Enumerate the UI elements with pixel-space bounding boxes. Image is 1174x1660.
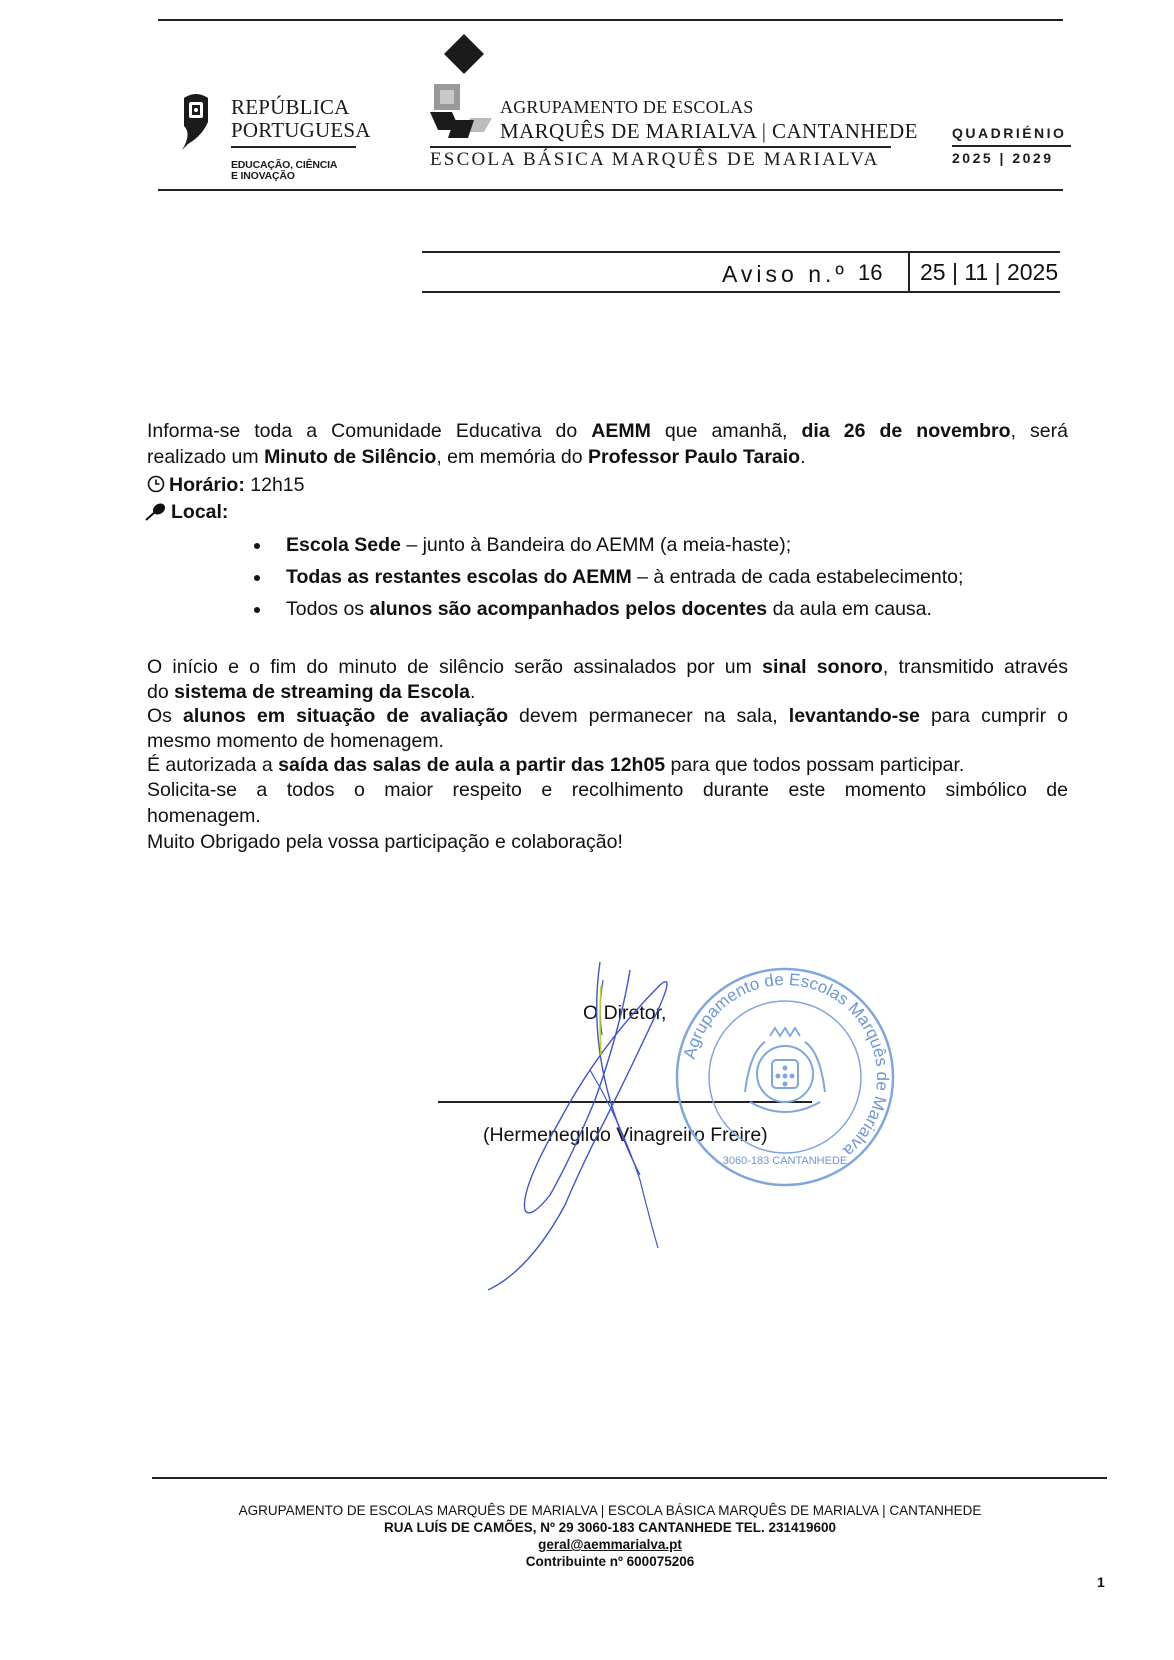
text-span-bold: Professor Paulo Taraio <box>588 446 801 468</box>
text-span: para que todos possam participar. <box>665 754 965 776</box>
school-group-line-2: MARQUÊS DE MARIALVA | CANTANHEDE <box>500 119 918 143</box>
text-span: para cumprir o <box>919 705 1068 727</box>
text-span-bold: dia 26 de novembro <box>801 420 1011 442</box>
notice-divider <box>908 253 910 292</box>
text-span: da aula em causa. <box>767 598 932 620</box>
notice-label: Aviso n.º <box>722 261 848 287</box>
paragraph-3-line-2: mesmo momento de homenagem. <box>147 730 444 752</box>
stamp-ring-text: Agrupamento de Escolas Marquês de Marialva <box>679 969 893 1161</box>
text-span: . <box>470 681 476 703</box>
clock-icon <box>147 475 165 493</box>
header-top-rule <box>158 19 1063 21</box>
notice-top-rule <box>422 251 1060 253</box>
intro-paragraph-line-2 <box>147 444 806 470</box>
text-span-bold: AEMM <box>591 420 651 442</box>
list-item <box>248 529 963 561</box>
school-group-logo-icon <box>430 34 500 140</box>
notice-number: 16 <box>858 260 883 285</box>
paragraph-5-line-2: homenagem. <box>147 805 261 827</box>
republic-rule <box>231 146 356 148</box>
page-number: 1 <box>1097 1574 1105 1590</box>
school-group-rule <box>430 146 891 148</box>
text-span-bold: levantando-se <box>788 705 920 727</box>
text-span-bold: Minuto de Silêncio <box>264 446 437 468</box>
paragraph-6: Muito Obrigado pela vossa participação e colaboração! <box>147 831 623 853</box>
footer-line-2: RUA LUÍS DE CAMÕES, Nº 29 3060-183 CANTANHEDE TEL. 231419600 <box>383 1520 837 1535</box>
text-span-bold: Escola Sede <box>286 534 401 556</box>
paragraph-4 <box>147 752 964 778</box>
stamp-bottom-text: 3060-183 CANTANHEDE <box>722 1155 848 1167</box>
signatory-role: O Diretor, <box>583 1002 667 1024</box>
republic-name <box>231 96 371 142</box>
text-span: – junto à Bandeira do AEMM (a meia-haste); <box>400 534 792 556</box>
place-label: Local: <box>171 501 229 523</box>
text-span: . <box>800 446 806 468</box>
text-span: Todos os <box>286 598 370 620</box>
footer-line-1: AGRUPAMENTO DE ESCOLAS MARQUÊS DE MARIALVA | ESCOLA BÁSICA MARQUÊS DE MARIALVA | CANTANHEDE <box>238 1503 982 1518</box>
paragraph-5-line-1: Solicita-se a todos o maior respeito e recolhimento durante este momento simbólico de <box>147 779 1068 801</box>
header-bottom-rule <box>158 189 1063 191</box>
paragraph-3-line-1 <box>147 703 1068 729</box>
notice-bottom-rule <box>422 291 1060 293</box>
notice-date: 25 | 11 | 2025 <box>920 259 1059 285</box>
text-span: , em memória do <box>436 446 589 468</box>
schedule-label: Horário: <box>169 474 245 496</box>
footer-block <box>150 1502 1070 1570</box>
school-group-line-1: AGRUPAMENTO DE ESCOLAS <box>500 97 754 117</box>
school-name: ESCOLA BÁSICA MARQUÊS DE MARIALVA <box>430 149 880 170</box>
footer-taxpayer: Contribuinte nº 600075206 <box>525 1554 695 1569</box>
text-span: , será <box>1010 420 1068 442</box>
ministry-line-1: EDUCAÇÃO, CIÊNCIA <box>231 159 338 171</box>
republic-emblem-icon <box>178 92 214 152</box>
text-span-bold: saída das salas de aula a partir das 12h05 <box>278 754 666 776</box>
place-line <box>145 499 228 525</box>
text-span: Informa-se toda a Comunidade Educativa do <box>147 420 592 442</box>
schedule-value: 12h15 <box>244 474 305 496</box>
schedule-line <box>147 472 305 498</box>
text-span-bold: Todas as restantes escolas do AEMM <box>286 566 632 588</box>
text-span-bold: sistema de streaming da Escola <box>174 681 470 703</box>
text-span: Os <box>147 705 183 727</box>
signatory-name: (Hermenegildo Vinagreiro Freire) <box>483 1124 768 1146</box>
footer-email-link[interactable]: geral@aemmarialva.pt <box>538 1537 682 1552</box>
republic-line-1: REPÚBLICA <box>231 95 350 119</box>
handwritten-signature <box>470 950 710 1300</box>
text-span: É autorizada a <box>147 754 279 776</box>
ministry-name <box>231 160 337 182</box>
text-span-bold: alunos são acompanhados pelos docentes <box>369 598 768 620</box>
republic-line-2: PORTUGUESA <box>231 118 371 142</box>
ministry-line-2: E INOVAÇÃO <box>231 170 295 182</box>
text-span: , transmitido através <box>882 656 1068 678</box>
intro-paragraph-line-1 <box>147 418 1068 444</box>
text-span: – à entrada de cada estabelecimento; <box>631 566 964 588</box>
paragraph-2-line-1 <box>147 654 1068 680</box>
quadrennium-label: QUADRIÉNIO <box>952 125 1067 141</box>
pin-icon <box>145 503 167 521</box>
paragraph-2-line-2 <box>147 679 475 705</box>
list-item <box>248 593 963 625</box>
text-span: O início e o fim do minuto de silêncio serão assinalados por um <box>147 656 763 678</box>
text-span: que amanhã, <box>650 420 802 442</box>
text-span: realizado um <box>147 446 265 468</box>
text-span: do <box>147 681 175 703</box>
text-span-bold: alunos em situação de avaliação <box>183 705 508 727</box>
quadrennium-years: 2025 | 2029 <box>952 150 1054 166</box>
list-item <box>248 561 963 593</box>
text-span-bold: sinal sonoro <box>762 656 883 678</box>
footer-rule <box>152 1477 1107 1479</box>
text-span: devem permanecer na sala, <box>507 705 789 727</box>
place-list <box>248 529 963 625</box>
quadrennium-rule <box>952 145 1071 147</box>
